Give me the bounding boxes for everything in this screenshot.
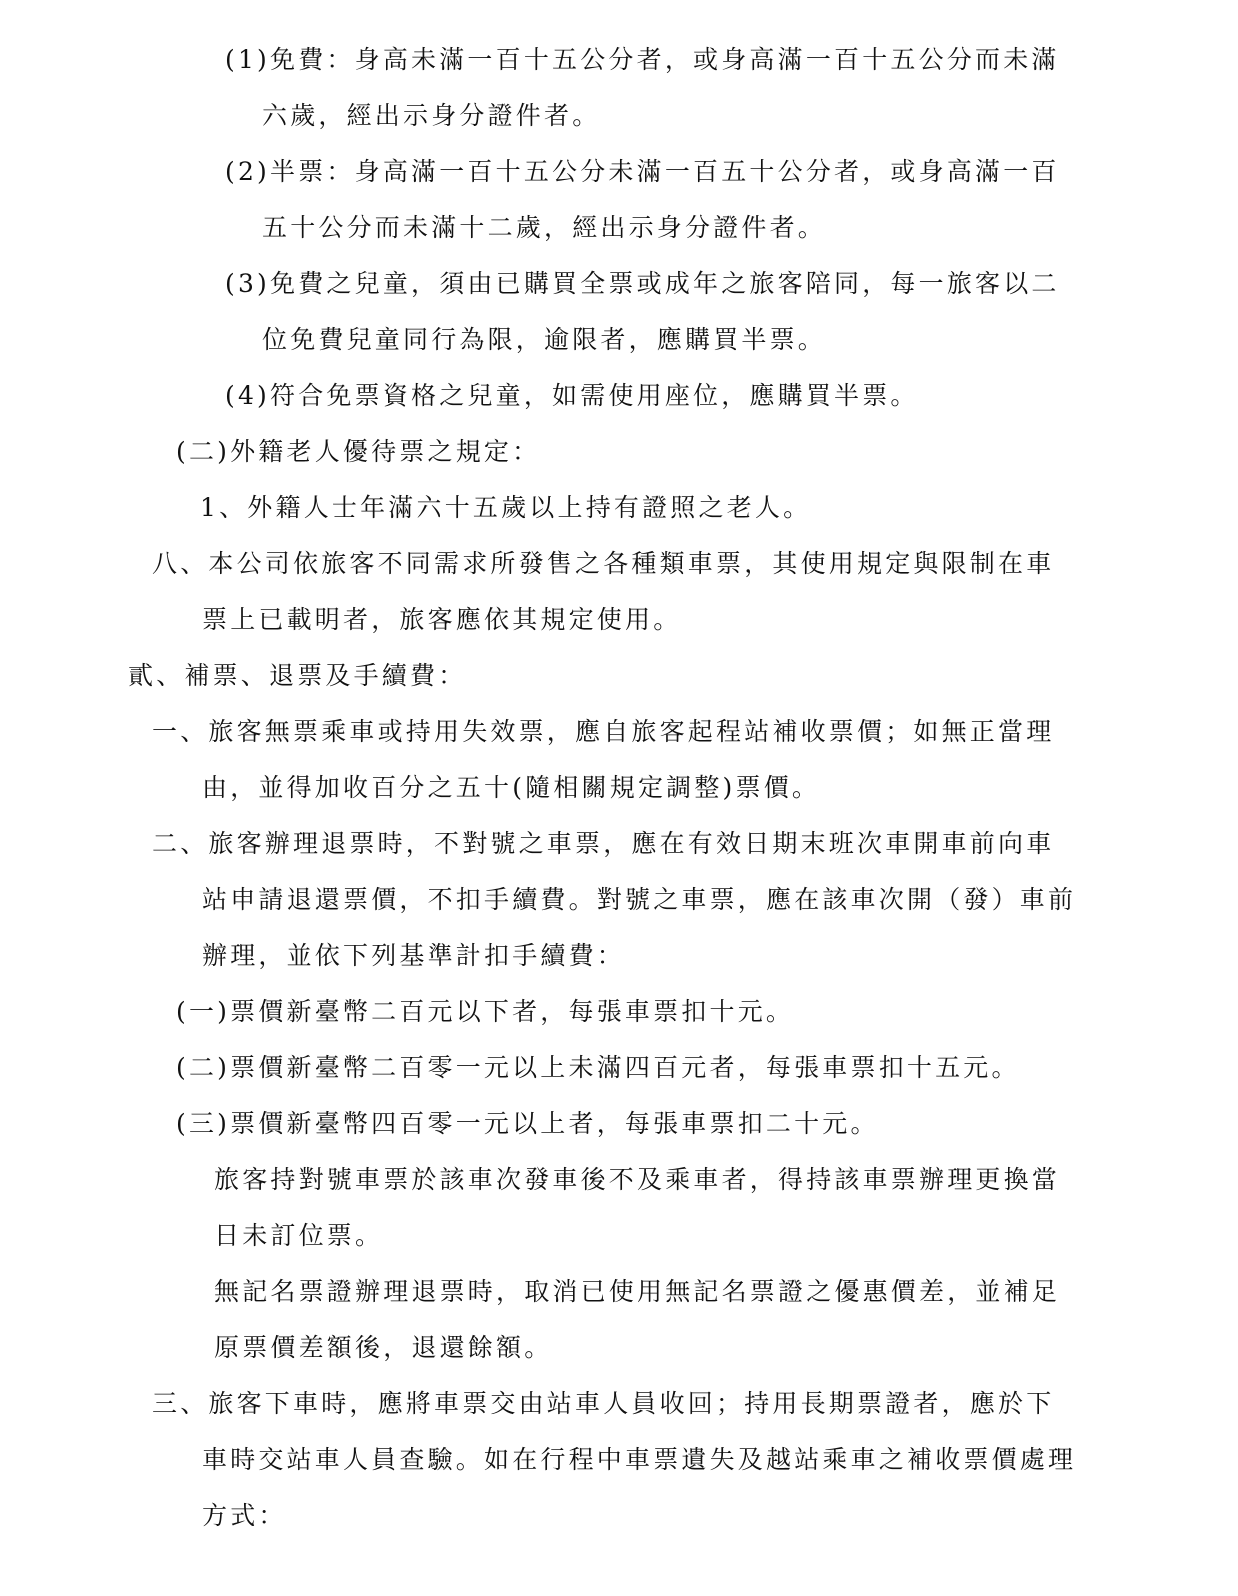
text-line: 站申請退還票價，不扣手續費。對號之車票，應在該車次開（發）車前: [202, 885, 1077, 914]
text-line: 原票價差額後，退還餘額。: [214, 1333, 553, 1362]
text-line: (2)半票：身高滿一百十五公分未滿一百五十公分者，或身高滿一百: [225, 157, 1060, 186]
text-line: 日未訂位票。: [214, 1221, 384, 1250]
text-line: 票上已載明者，旅客應依其規定使用。: [202, 605, 682, 634]
text-line: (二)票價新臺幣二百零一元以上未滿四百元者，每張車票扣十五元。: [176, 1053, 1020, 1082]
text-line: 位免費兒童同行為限，逾限者，應購買半票。: [262, 325, 827, 354]
text-line: (三)票價新臺幣四百零一元以上者，每張車票扣二十元。: [176, 1109, 879, 1138]
text-line: 五十公分而未滿十二歲，經出示身分證件者。: [262, 213, 827, 242]
text-line: 旅客持對號車票於該車次發車後不及乘車者，得持該車票辦理更換當: [214, 1165, 1061, 1194]
text-line: 1、外籍人士年滿六十五歲以上持有證照之老人。: [200, 493, 812, 522]
text-line: 三、旅客下車時，應將車票交由站車人員收回；持用長期票證者，應於下: [152, 1389, 1055, 1418]
section-heading: 貳、補票、退票及手續費：: [128, 661, 467, 690]
text-line: 六歲，經出示身分證件者。: [262, 101, 601, 130]
text-line: 辦理，並依下列基準計扣手續費：: [202, 941, 626, 970]
text-line: 一、旅客無票乘車或持用失效票，應自旅客起程站補收票價；如無正當理: [152, 717, 1055, 746]
text-line: (一)票價新臺幣二百元以下者，每張車票扣十元。: [176, 997, 795, 1026]
text-line: (3)免費之兒童，須由已購買全票或成年之旅客陪同，每一旅客以二: [225, 269, 1060, 298]
text-line: 八、本公司依旅客不同需求所發售之各種類車票，其使用規定與限制在車: [152, 549, 1055, 578]
text-line: (二)外籍老人優待票之規定：: [176, 437, 541, 466]
text-line: 無記名票證辦理退票時，取消已使用無記名票證之優惠價差，並補足: [214, 1277, 1061, 1306]
text-line: 由，並得加收百分之五十(隨相關規定調整)票價。: [202, 773, 821, 802]
text-line: 方式：: [202, 1501, 287, 1530]
text-line: 車時交站車人員查驗。如在行程中車票遺失及越站乘車之補收票價處理: [202, 1445, 1077, 1474]
text-line: 二、旅客辦理退票時，不對號之車票，應在有效日期末班次車開車前向車: [152, 829, 1055, 858]
text-line: (1)免費：身高未滿一百十五公分者，或身高滿一百十五公分而未滿: [225, 45, 1060, 74]
text-line: (4)符合免票資格之兒童，如需使用座位，應購買半票。: [225, 381, 919, 410]
